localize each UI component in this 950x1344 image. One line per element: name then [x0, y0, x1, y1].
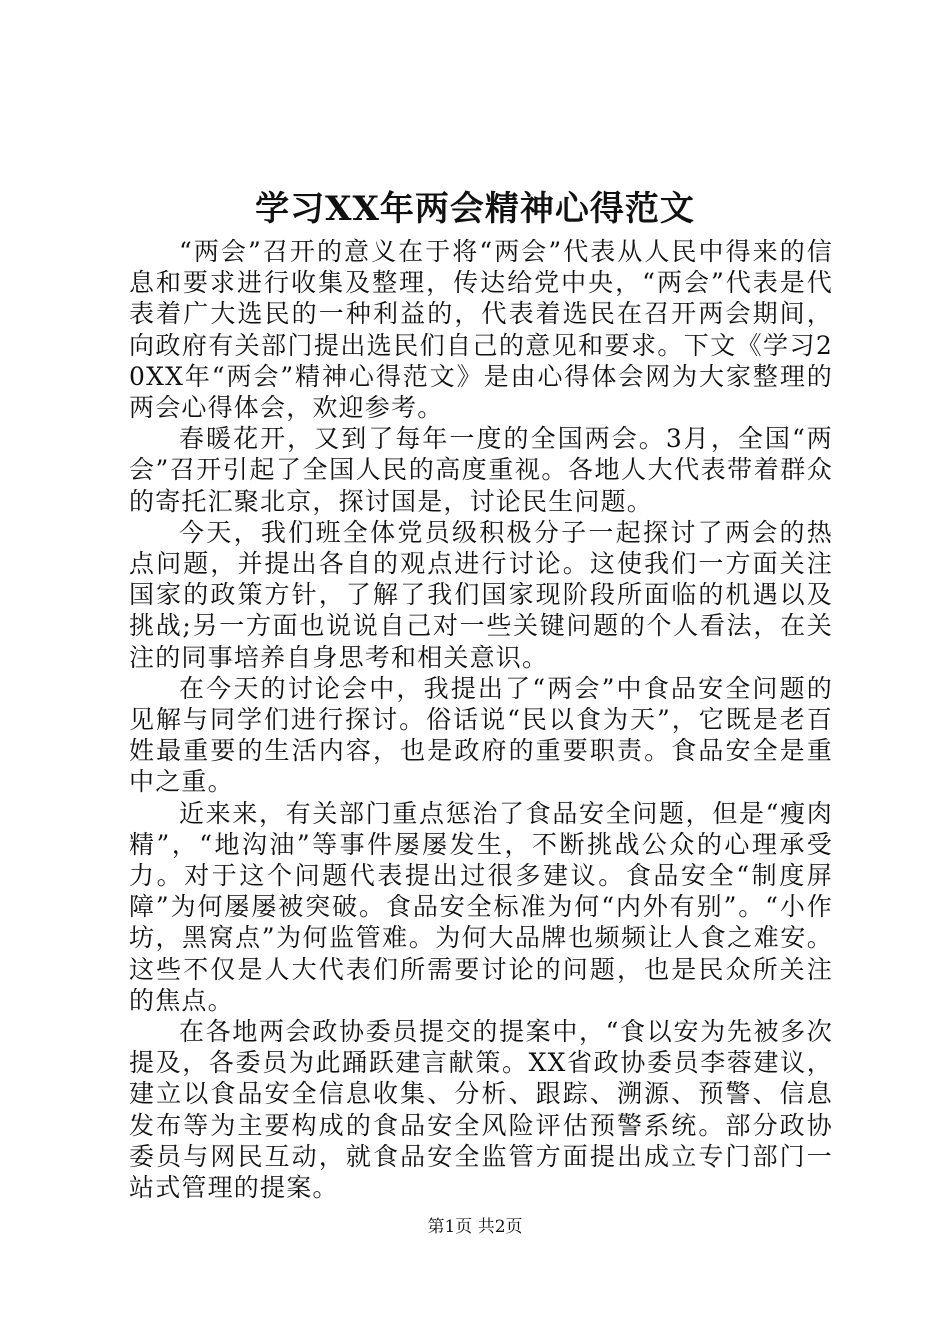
paragraph-3: 今天，我们班全体党员级积极分子一起探讨了两会的热点问题，并提出各自的观点进行讨论。这使我们一方面关注国家的政策方针，了解了我们国家现阶段所面临的机遇以及挑战;另一方面也说说自己对一些关键问题的个人看法，在关注的同事培养自身思考和相关意识。: [129, 517, 833, 672]
paragraph-2: 春暖花开，又到了每年一度的全国两会。3月，全国“两会”召开引起了全国人民的高度重视。各地人大代表带着群众的寄托汇聚北京，探讨国是，讨论民生问题。: [129, 424, 833, 516]
paragraph-6: 在各地两会政协委员提交的提案中，“食以安为先被多次提及，各委员为此踊跃建言献策。XX省政协委员李蓉建议，建立以食品安全信息收集、分析、跟踪、溯源、预警、信息发布等为主要构成的食品安全风险评估预警系统。部分政协委员与网民互动，就食品安全监管方面提出成立专门部门一站式管理的提案。: [129, 1017, 833, 1203]
page-number-footer: 第1页 共2页: [427, 1217, 523, 1237]
paragraph-4: 在今天的讨论会中，我提出了“两会”中食品安全问题的见解与同学们进行探讨。俗话说“民以食为天”，它既是老百姓最重要的生活内容，也是政府的重要职责。食品安全是重中之重。: [129, 673, 833, 797]
paragraph-5: 近来来，有关部门重点惩治了食品安全问题，但是“瘦肉精”，“地沟油”等事件屡屡发生，不断挑战公众的心理承受力。对于这个问题代表提出过很多建议。食品安全“制度屏障”为何屡屡被突破。食品安全标准为何“内外有别”。“小作坊，黑窝点”为何监管难。为何大品牌也频频让人食之难安。这些不仅是人大代表们所需要讨论的问题，也是民众所关注的焦点。: [129, 798, 833, 1015]
document-body: [129, 236, 833, 1203]
document-title: 学习XX年两会精神心得范文: [255, 189, 695, 229]
paragraph-1: “两会”召开的意义在于将“两会”代表从人民中得来的信息和要求进行收集及整理，传达给党中央，“两会”代表是代表着广大选民的一种利益的，代表着选民在召开两会期间，向政府有关部门提出选民们自己的意见和要求。下文《学习20XX年“两会”精神心得范文》是由心得体会网为大家整理的两会心得体会，欢迎参考。: [129, 237, 833, 423]
